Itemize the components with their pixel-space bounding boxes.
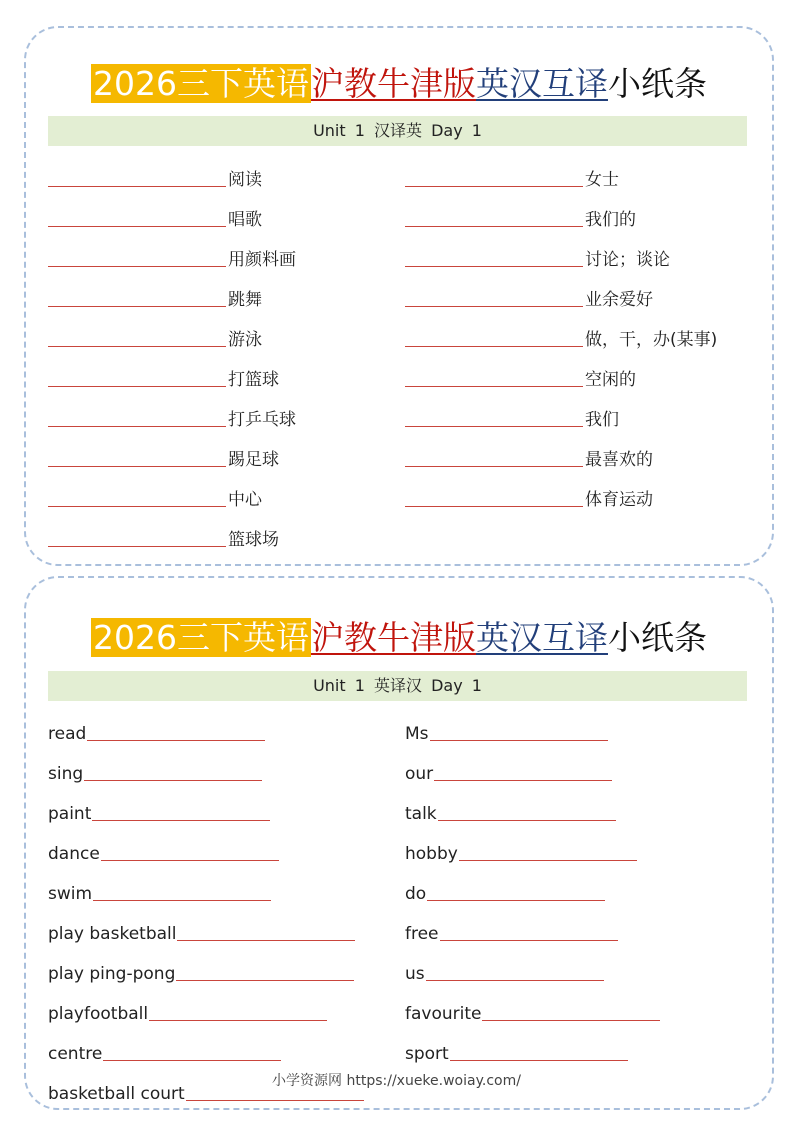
left-column bbox=[48, 704, 364, 1104]
vocab-row bbox=[405, 470, 717, 510]
vocab-prompt: 中心 bbox=[228, 490, 262, 510]
vocab-prompt: 打篮球 bbox=[228, 370, 279, 390]
vocab-prompt: 女士 bbox=[585, 170, 619, 190]
title-publisher: 沪教牛津版 bbox=[310, 64, 476, 103]
vocab-row bbox=[48, 904, 364, 944]
vocab-row bbox=[405, 784, 660, 824]
answer-blank[interactable] bbox=[450, 1060, 628, 1061]
vocab-row bbox=[405, 1024, 660, 1064]
vocab-row bbox=[48, 230, 296, 270]
answer-blank[interactable] bbox=[48, 226, 226, 227]
card-title bbox=[26, 612, 772, 659]
answer-blank[interactable] bbox=[434, 780, 612, 781]
vocab-prompt: 最喜欢的 bbox=[585, 450, 653, 470]
vocab-row bbox=[405, 190, 717, 230]
vocab-prompt: playfootball bbox=[48, 1004, 149, 1024]
answer-blank[interactable] bbox=[438, 820, 616, 821]
answer-blank[interactable] bbox=[48, 506, 226, 507]
card-title bbox=[26, 58, 772, 105]
answer-blank[interactable] bbox=[405, 386, 583, 387]
vocab-prompt: 做，干，办(某事) bbox=[585, 330, 718, 350]
vocab-row bbox=[48, 784, 364, 824]
answer-blank[interactable] bbox=[405, 266, 583, 267]
answer-blank[interactable] bbox=[405, 186, 583, 187]
vocab-row bbox=[405, 904, 660, 944]
vocab-prompt: 篮球场 bbox=[228, 530, 279, 550]
title-year-grade: 2026三下英语 bbox=[93, 64, 309, 103]
vocab-prompt: centre bbox=[48, 1044, 103, 1064]
unit-subheading: Unit 1 英译汉 Day 1 bbox=[48, 671, 747, 701]
vocab-row bbox=[405, 984, 660, 1024]
vocab-prompt: read bbox=[48, 724, 87, 744]
vocab-prompt: 空闲的 bbox=[585, 370, 636, 390]
title-publisher: 沪教牛津版 bbox=[310, 618, 476, 657]
worksheet-card-zh-to-en bbox=[24, 26, 774, 566]
vocab-row bbox=[48, 1024, 364, 1064]
vocab-row bbox=[48, 864, 364, 904]
vocab-prompt: paint bbox=[48, 804, 92, 824]
vocab-prompt: 体育运动 bbox=[585, 490, 653, 510]
source-footer: 小学资源网 https://xueke.woiay.com/ bbox=[272, 1073, 521, 1089]
title-note: 小纸条 bbox=[607, 618, 707, 657]
vocab-prompt: talk bbox=[405, 804, 437, 824]
vocab-row bbox=[405, 824, 660, 864]
vocab-row bbox=[405, 390, 717, 430]
vocab-prompt: 我们 bbox=[585, 410, 619, 430]
vocab-row bbox=[48, 470, 296, 510]
vocab-prompt: do bbox=[405, 884, 427, 904]
answer-blank[interactable] bbox=[186, 1100, 364, 1101]
vocab-row bbox=[405, 744, 660, 784]
vocab-row bbox=[48, 350, 296, 390]
vocab-prompt: swim bbox=[48, 884, 93, 904]
answer-blank[interactable] bbox=[482, 1020, 660, 1021]
vocab-prompt: dance bbox=[48, 844, 100, 864]
vocab-prompt: 用颜料画 bbox=[228, 250, 296, 270]
vocab-row bbox=[48, 430, 296, 470]
answer-blank[interactable] bbox=[405, 346, 583, 347]
answer-blank[interactable] bbox=[101, 860, 279, 861]
answer-blank[interactable] bbox=[405, 226, 583, 227]
vocab-prompt: play basketball bbox=[48, 924, 177, 944]
title-mode: 英汉互译 bbox=[475, 64, 608, 103]
vocab-prompt: us bbox=[405, 964, 425, 984]
vocab-prompt: 打乒乓球 bbox=[228, 410, 296, 430]
vocab-prompt: sport bbox=[405, 1044, 449, 1064]
vocab-prompt: 我们的 bbox=[585, 210, 636, 230]
vocab-row bbox=[48, 824, 364, 864]
answer-blank[interactable] bbox=[176, 980, 354, 981]
vocab-prompt: 阅读 bbox=[228, 170, 262, 190]
vocab-prompt: 游泳 bbox=[228, 330, 262, 350]
vocab-prompt: hobby bbox=[405, 844, 458, 864]
vocab-row bbox=[48, 704, 364, 744]
vocab-row bbox=[405, 230, 717, 270]
vocab-prompt: free bbox=[405, 924, 439, 944]
title-note: 小纸条 bbox=[607, 64, 707, 103]
vocab-prompt: sing bbox=[48, 764, 84, 784]
answer-blank[interactable] bbox=[430, 740, 608, 741]
vocab-row bbox=[48, 310, 296, 350]
answer-blank[interactable] bbox=[92, 820, 270, 821]
vocab-row bbox=[48, 270, 296, 310]
answer-blank[interactable] bbox=[440, 940, 618, 941]
vocab-row bbox=[48, 510, 296, 550]
right-column bbox=[405, 704, 660, 1064]
answer-blank[interactable] bbox=[48, 346, 226, 347]
vocab-row bbox=[48, 390, 296, 430]
right-column bbox=[405, 150, 717, 510]
answer-blank[interactable] bbox=[93, 900, 271, 901]
vocab-row bbox=[405, 944, 660, 984]
title-mode: 英汉互译 bbox=[475, 618, 608, 657]
vocab-row bbox=[48, 150, 296, 190]
answer-blank[interactable] bbox=[87, 740, 265, 741]
answer-blank[interactable] bbox=[459, 860, 637, 861]
answer-blank[interactable] bbox=[405, 506, 583, 507]
vocab-prompt: basketball court bbox=[48, 1084, 185, 1104]
title-year-grade: 2026三下英语 bbox=[93, 618, 309, 657]
vocab-prompt: play ping-pong bbox=[48, 964, 176, 984]
vocab-row bbox=[48, 744, 364, 784]
vocab-prompt: Ms bbox=[405, 724, 429, 744]
vocab-prompt: 跳舞 bbox=[228, 290, 262, 310]
answer-blank[interactable] bbox=[405, 306, 583, 307]
vocab-row bbox=[405, 350, 717, 390]
worksheet-card-en-to-zh bbox=[24, 576, 774, 1110]
vocab-row bbox=[48, 984, 364, 1024]
answer-blank[interactable] bbox=[48, 426, 226, 427]
unit-subheading: Unit 1 汉译英 Day 1 bbox=[48, 116, 747, 146]
vocab-row bbox=[405, 430, 717, 470]
answer-blank[interactable] bbox=[48, 466, 226, 467]
answer-blank[interactable] bbox=[177, 940, 355, 941]
left-column bbox=[48, 150, 296, 550]
answer-blank[interactable] bbox=[48, 386, 226, 387]
answer-blank[interactable] bbox=[427, 900, 605, 901]
vocab-prompt: our bbox=[405, 764, 434, 784]
answer-blank[interactable] bbox=[149, 1020, 327, 1021]
vocab-row bbox=[405, 150, 717, 190]
vocab-row bbox=[405, 270, 717, 310]
answer-blank[interactable] bbox=[84, 780, 262, 781]
answer-blank[interactable] bbox=[48, 306, 226, 307]
vocab-prompt: 踢足球 bbox=[228, 450, 279, 470]
answer-blank[interactable] bbox=[48, 546, 226, 547]
vocab-row bbox=[405, 864, 660, 904]
answer-blank[interactable] bbox=[48, 186, 226, 187]
vocab-row bbox=[48, 190, 296, 230]
vocab-prompt: 唱歌 bbox=[228, 210, 262, 230]
vocab-row bbox=[405, 310, 717, 350]
answer-blank[interactable] bbox=[103, 1060, 281, 1061]
answer-blank[interactable] bbox=[48, 266, 226, 267]
vocab-row bbox=[405, 704, 660, 744]
answer-blank[interactable] bbox=[426, 980, 604, 981]
vocab-prompt: 业余爱好 bbox=[585, 290, 653, 310]
vocab-prompt: 讨论；谈论 bbox=[585, 250, 670, 270]
vocab-row bbox=[48, 944, 364, 984]
vocab-prompt: favourite bbox=[405, 1004, 482, 1024]
answer-blank[interactable] bbox=[405, 466, 583, 467]
answer-blank[interactable] bbox=[405, 426, 583, 427]
